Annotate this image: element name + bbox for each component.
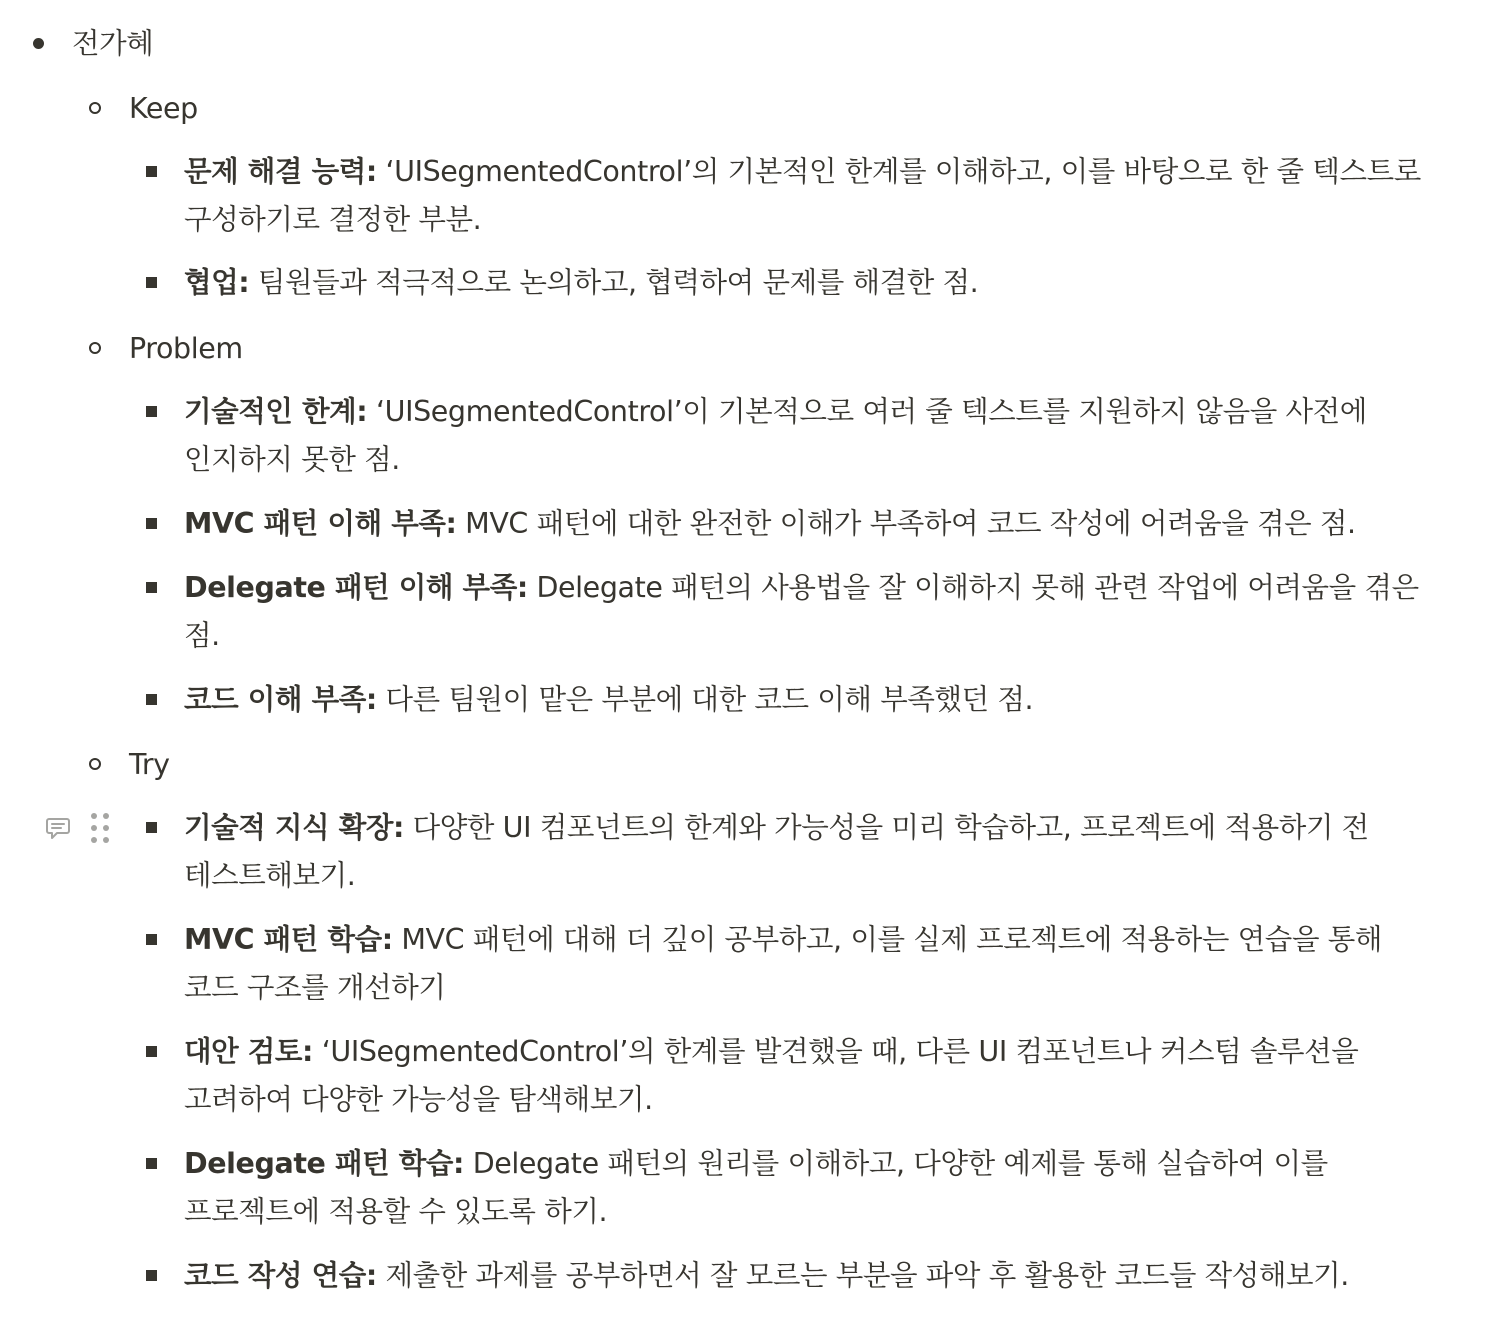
section-label: Try <box>129 748 170 781</box>
list-item[interactable] <box>146 148 1432 244</box>
list-item-root[interactable] <box>33 20 1433 68</box>
square-bullet <box>146 676 184 724</box>
item-text: ‘UISegmentedControl’이 기본적으로 여러 줄 텍스트를 지원하지 않음을 사전에 인지하지 못한 점. <box>184 395 1367 476</box>
list-item-keep[interactable] <box>89 85 1429 133</box>
item-title: 문제 해결 능력: <box>184 155 377 188</box>
list-item[interactable] <box>146 676 1432 724</box>
list-item[interactable] <box>146 1140 1432 1236</box>
list-item[interactable] <box>146 564 1432 660</box>
item-text: MVC 패턴에 대한 완전한 이해가 부족하여 코드 작성에 어려움을 겪은 점. <box>456 507 1356 540</box>
circle-bullet <box>89 325 129 373</box>
section-label: Problem <box>129 332 243 365</box>
item-text: 다양한 UI 컴포넌트의 한계와 가능성을 미리 학습하고, 프로젝트에 적용하기 전 테스트해보기. <box>184 811 1369 892</box>
root-label: 전가혜 <box>72 27 154 60</box>
square-bullet <box>146 1252 184 1300</box>
circle-bullet <box>89 85 129 133</box>
list-item[interactable] <box>146 500 1432 548</box>
list-item[interactable] <box>146 1252 1432 1300</box>
comment-icon[interactable] <box>44 814 72 842</box>
square-bullet <box>146 1140 184 1188</box>
item-title: MVC 패턴 학습: <box>184 923 393 956</box>
disc-bullet <box>33 20 72 68</box>
list-item-try[interactable] <box>89 741 1429 789</box>
item-title: MVC 패턴 이해 부족: <box>184 507 457 540</box>
item-text: 다른 팀원이 맡은 부분에 대한 코드 이해 부족했던 점. <box>376 683 1034 716</box>
item-title: 코드 작성 연습: <box>184 1259 377 1292</box>
square-bullet <box>146 916 184 964</box>
list-item[interactable] <box>146 916 1432 1012</box>
item-title: 대안 검토: <box>184 1035 314 1068</box>
list-item-problem[interactable] <box>89 325 1429 373</box>
item-title: 기술적인 한계: <box>184 395 368 428</box>
item-title: 코드 이해 부족: <box>184 683 377 716</box>
list-item[interactable] <box>146 804 1432 900</box>
list-item[interactable] <box>146 1028 1432 1124</box>
item-text: ‘UISegmentedControl’의 기본적인 한계를 이해하고, 이를 바탕으로 한 줄 텍스트로 구성하기로 결정한 부분. <box>184 155 1421 236</box>
section-label: Keep <box>129 92 198 125</box>
square-bullet <box>146 564 184 612</box>
square-bullet <box>146 804 184 852</box>
square-bullet <box>146 259 184 307</box>
item-title: 협업: <box>184 266 250 299</box>
item-text: Delegate 패턴의 원리를 이해하고, 다양한 예제를 통해 실습하여 이를 프로젝트에 적용할 수 있도록 하기. <box>184 1147 1328 1228</box>
item-text: 팀원들과 적극적으로 논의하고, 협력하여 문제를 해결한 점. <box>249 266 979 299</box>
item-text: 제출한 과제를 공부하면서 잘 모르는 부분을 파악 후 활용한 코드들 작성해보기. <box>376 1259 1349 1292</box>
list-item[interactable] <box>146 388 1432 484</box>
square-bullet <box>146 1028 184 1076</box>
item-title: 기술적 지식 확장: <box>184 811 404 844</box>
item-text: ‘UISegmentedControl’의 한계를 발견했을 때, 다른 UI 컴포넌트나 커스텀 솔루션을 고려하여 다양한 가능성을 탐색해보기. <box>184 1035 1359 1116</box>
drag-handle-icon[interactable] <box>90 812 110 844</box>
item-title: Delegate 패턴 학습: <box>184 1147 465 1180</box>
item-text: Delegate 패턴의 사용법을 잘 이해하지 못해 관련 작업에 어려움을 겪은 점. <box>184 571 1419 652</box>
item-text: MVC 패턴에 대해 더 깊이 공부하고, 이를 실제 프로젝트에 적용하는 연습을 통해 코드 구조를 개선하기 <box>184 923 1382 1004</box>
square-bullet <box>146 500 184 548</box>
square-bullet <box>146 388 184 436</box>
square-bullet <box>146 148 184 196</box>
item-title: Delegate 패턴 이해 부족: <box>184 571 528 604</box>
list-item[interactable] <box>146 259 1432 307</box>
circle-bullet <box>89 741 129 789</box>
block-hover-tools <box>44 812 110 844</box>
